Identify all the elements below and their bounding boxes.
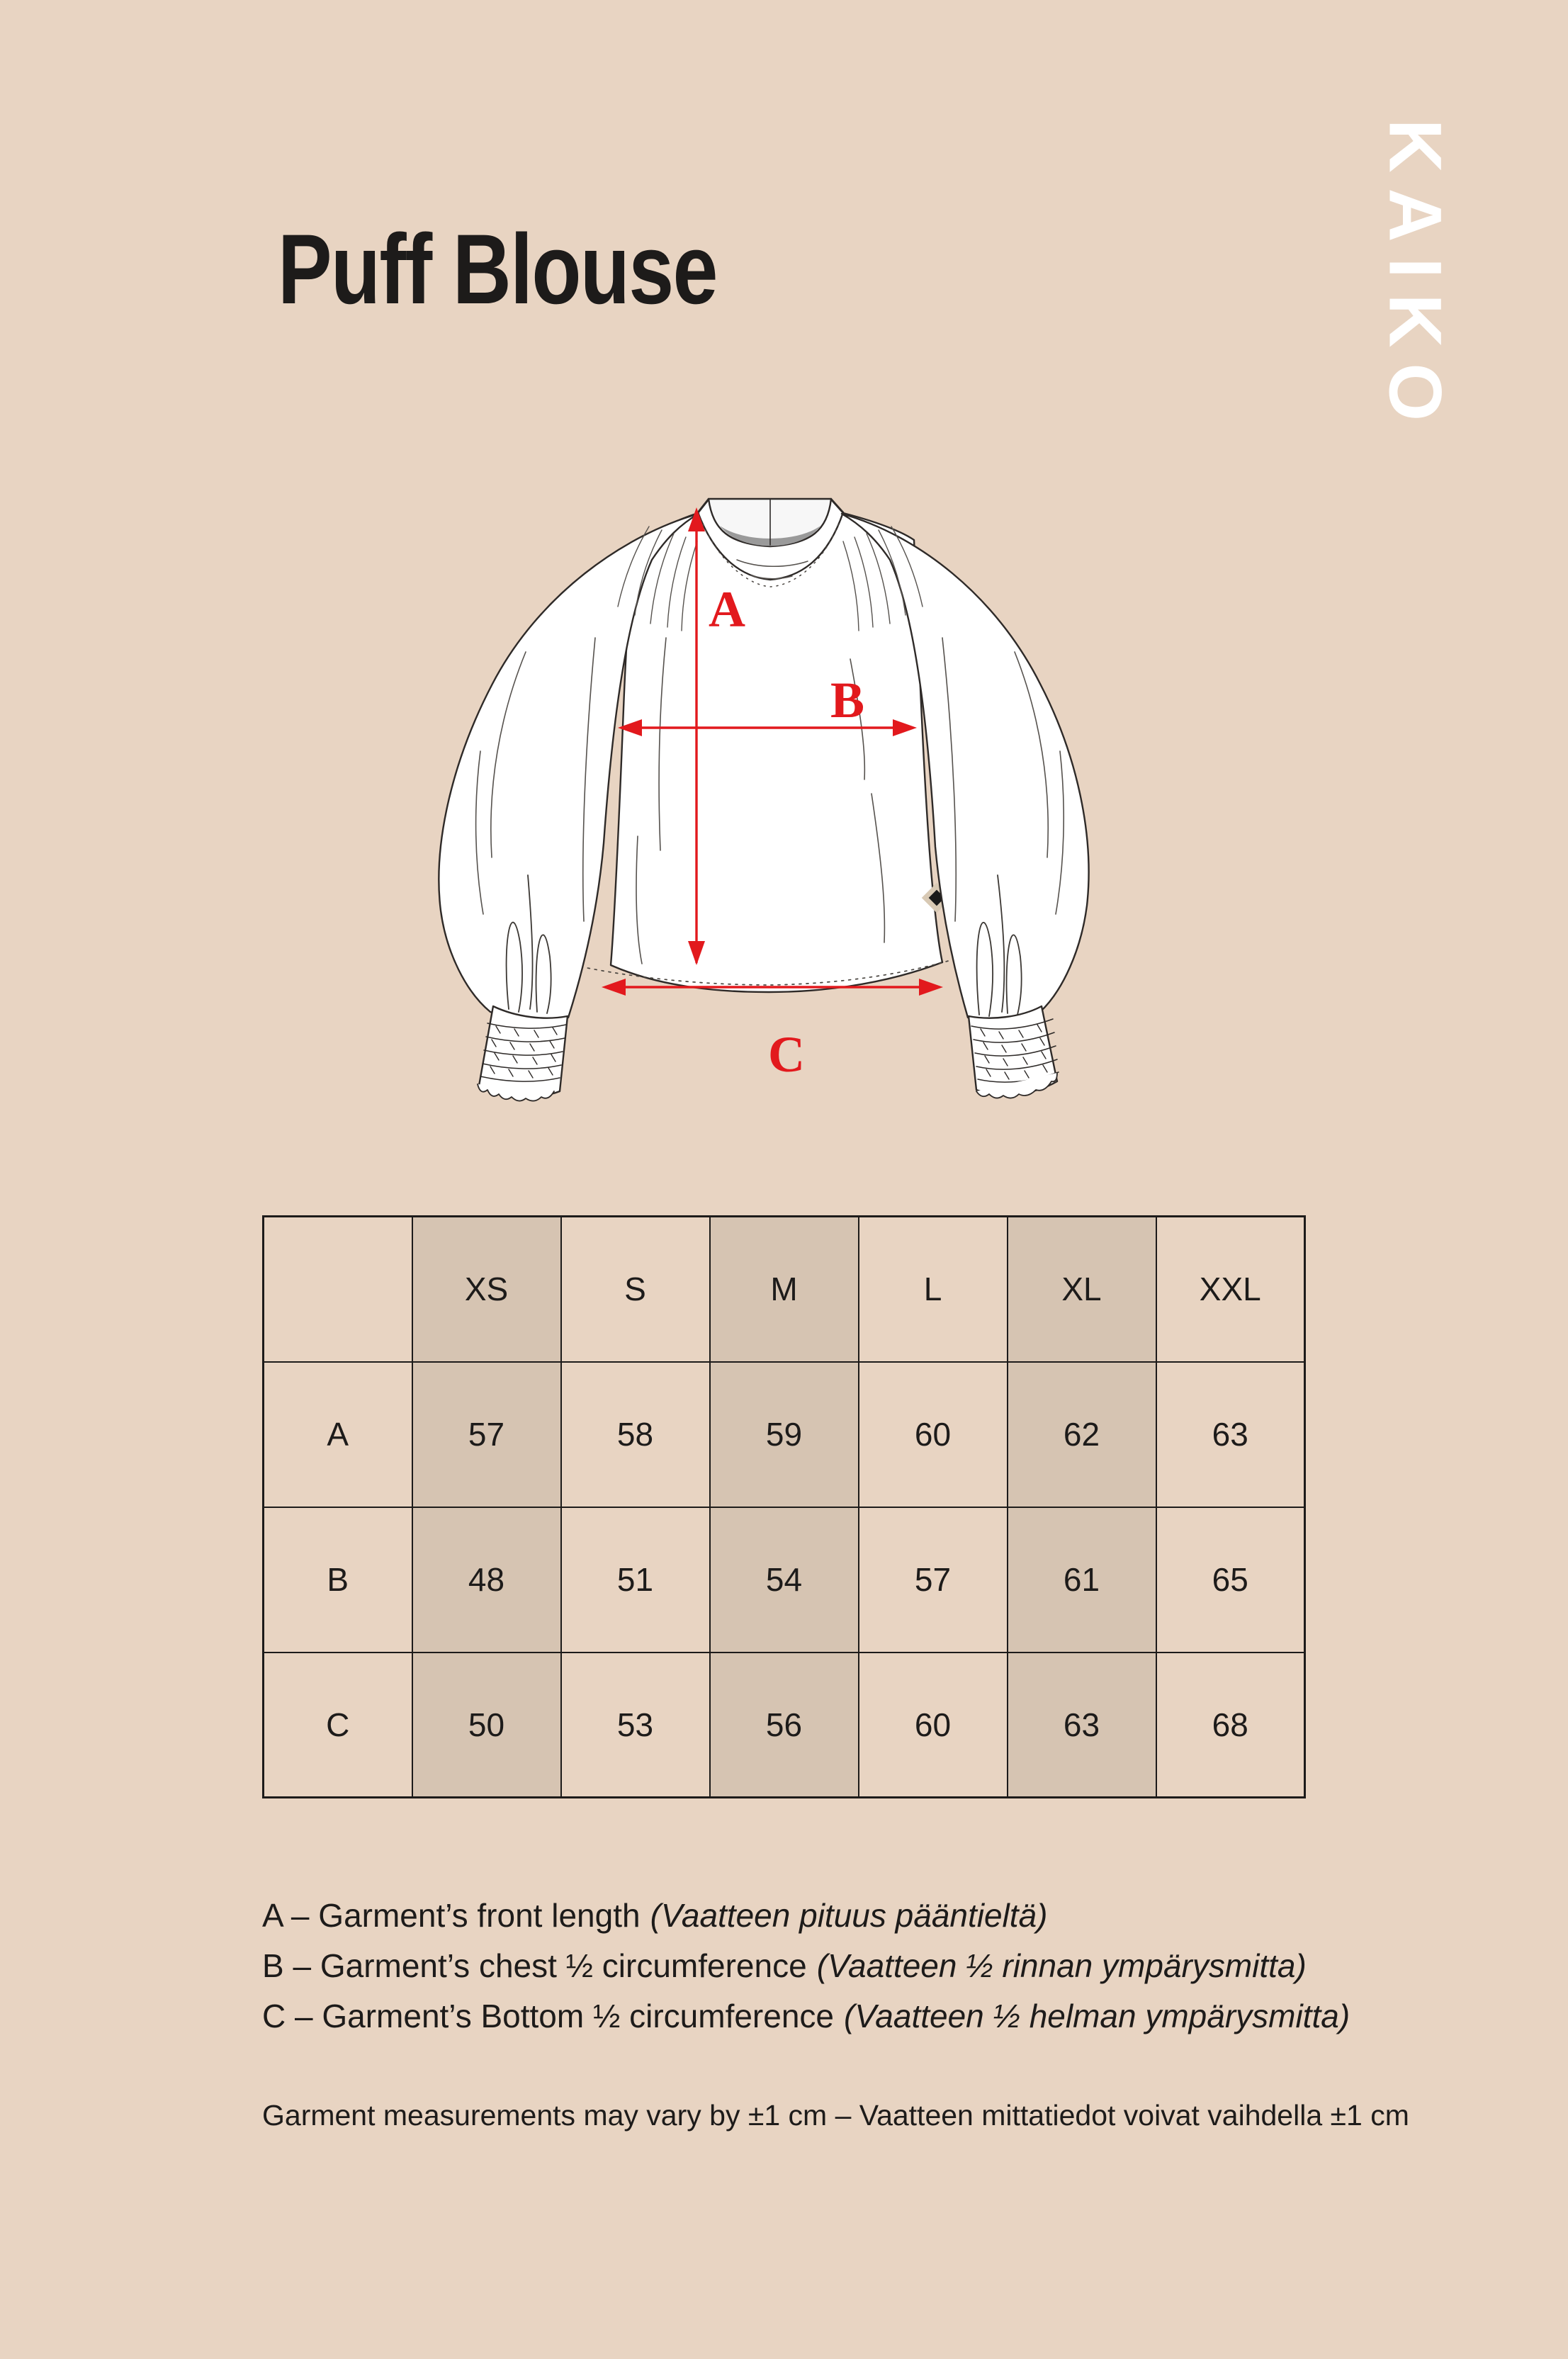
cell-c-xl: 63 — [1008, 1653, 1156, 1798]
label-c: C — [768, 1026, 805, 1083]
col-header-m: M — [710, 1217, 859, 1362]
measurement-legend — [262, 1891, 1350, 2042]
cell-b-l: 57 — [859, 1507, 1008, 1653]
cell-a-s: 58 — [561, 1362, 710, 1507]
row-label: B — [264, 1507, 412, 1653]
cell-a-xs: 57 — [412, 1362, 561, 1507]
label-a: A — [709, 581, 745, 638]
table-row — [264, 1362, 1305, 1507]
cell-b-m: 54 — [710, 1507, 859, 1653]
left-cuff — [478, 1006, 568, 1101]
cell-a-xl: 62 — [1008, 1362, 1156, 1507]
cell-a-m: 59 — [710, 1362, 859, 1507]
col-header-xl: XL — [1008, 1217, 1156, 1362]
cell-c-xs: 50 — [412, 1653, 561, 1798]
table-row — [264, 1653, 1305, 1798]
cell-c-l: 60 — [859, 1653, 1008, 1798]
cell-c-xxl: 68 — [1156, 1653, 1305, 1798]
legend-item-a-finnish: (Vaatteen pituus pääntieltä) — [650, 1897, 1048, 1934]
right-cuff — [969, 1006, 1059, 1098]
row-label: A — [264, 1362, 412, 1507]
cell-c-m: 56 — [710, 1653, 859, 1798]
table-row — [264, 1507, 1305, 1653]
row-label: C — [264, 1653, 412, 1798]
cell-b-xl: 61 — [1008, 1507, 1156, 1653]
cell-b-xxl: 65 — [1156, 1507, 1305, 1653]
legend-item-b: B – Garment’s chest ½ circumference (Vaatteen ½ rinnan ympärysmitta) — [262, 1947, 1307, 1984]
col-header-l: L — [859, 1217, 1008, 1362]
legend-item-b-finnish: (Vaatteen ½ rinnan ympärysmitta) — [816, 1947, 1307, 1984]
page-title: Puff Blouse — [278, 213, 717, 325]
legend-item-c: C – Garment’s Bottom ½ circumference (Vaatteen ½ helman ympärysmitta) — [262, 1998, 1350, 2034]
blouse-illustration — [397, 454, 1119, 1113]
legend-item-c-finnish: (Vaatteen ½ helman ympärysmitta) — [844, 1998, 1350, 2034]
legend-item-a: A – Garment’s front length (Vaatteen pituus pääntieltä) — [262, 1897, 1048, 1934]
col-header-xxl: XXL — [1156, 1217, 1305, 1362]
corner-cell — [264, 1217, 412, 1362]
cell-a-xxl: 63 — [1156, 1362, 1305, 1507]
cell-c-s: 53 — [561, 1653, 710, 1798]
cell-b-xs: 48 — [412, 1507, 561, 1653]
label-b: B — [830, 672, 865, 728]
size-chart-table — [262, 1215, 1306, 1798]
size-header-row — [264, 1217, 1305, 1362]
cell-b-s: 51 — [561, 1507, 710, 1653]
col-header-s: S — [561, 1217, 710, 1362]
blouse-body — [611, 500, 942, 992]
brand-logo: KAIKO — [1373, 118, 1457, 437]
col-header-xs: XS — [412, 1217, 561, 1362]
cell-a-l: 60 — [859, 1362, 1008, 1507]
measurement-disclaimer: Garment measurements may vary by ±1 cm – Vaatteen mittatiedot voivat vaihdella ±1 cm — [262, 2099, 1409, 2132]
